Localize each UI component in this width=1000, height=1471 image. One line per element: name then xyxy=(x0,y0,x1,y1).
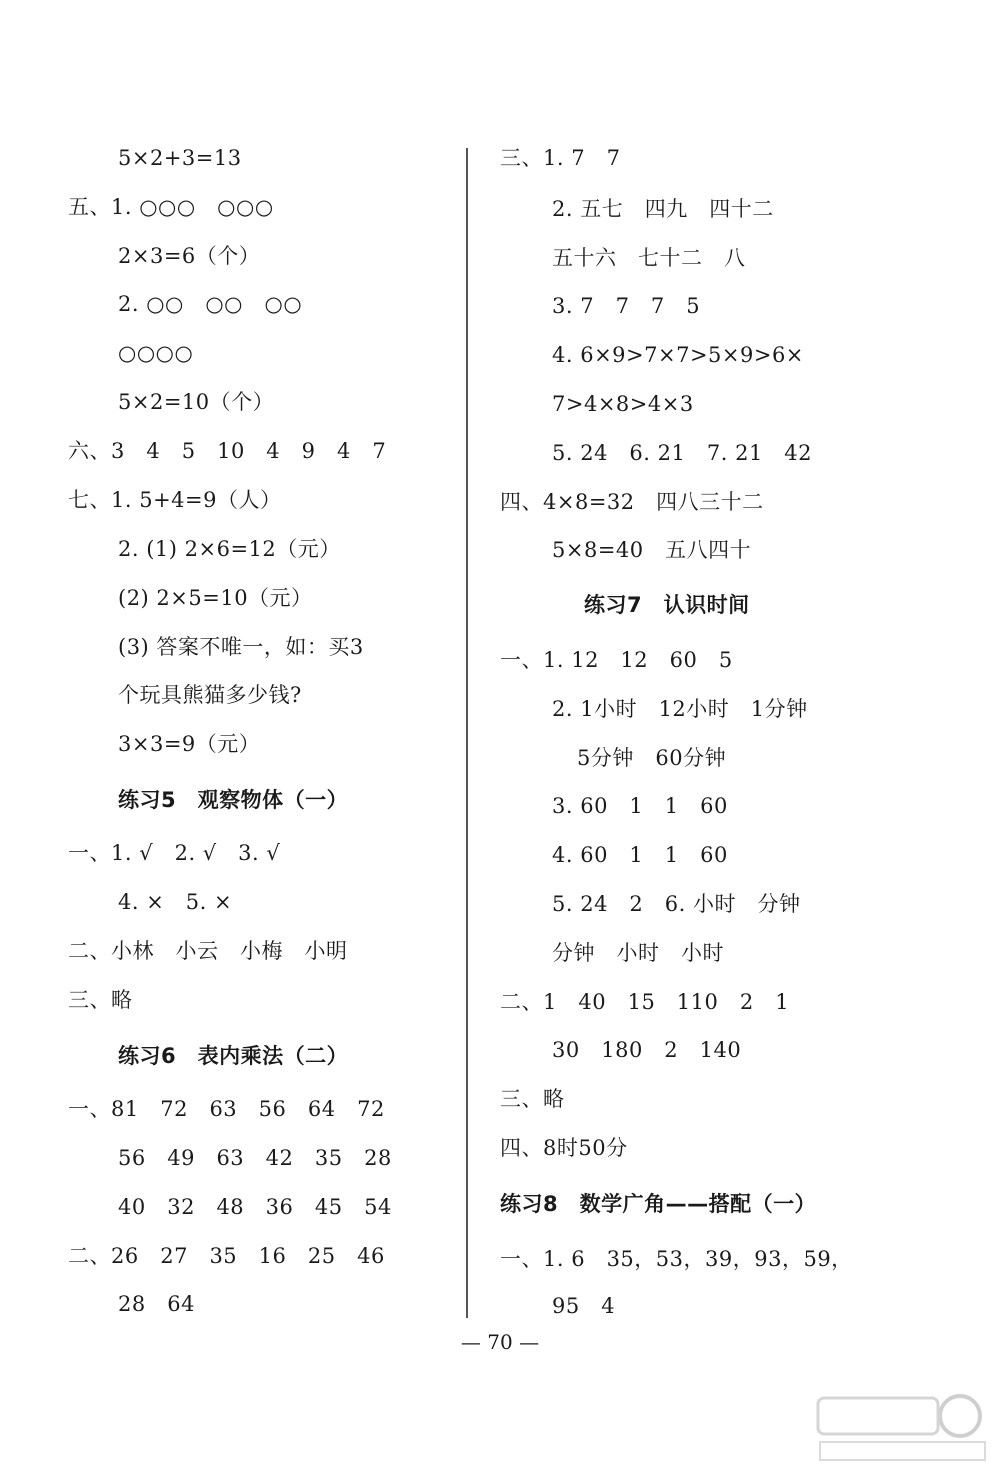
text-line: 5. 24 2 6. 小时 分钟 xyxy=(552,892,801,916)
text-line: 30 180 2 140 xyxy=(552,1038,742,1062)
section-heading: 练习6 表内乘法（二） xyxy=(118,1044,349,1068)
text-line: 5. 24 6. 21 7. 21 42 xyxy=(552,441,813,465)
text-line: 2. 五七 四九 四十二 xyxy=(552,197,774,221)
text-line: 五十六 七十二 八 xyxy=(552,246,746,270)
text-line: 一、1. √ 2. √ 3. √ xyxy=(68,841,281,865)
text-line: 4. 6×9>7×7>5×9>6× xyxy=(552,343,804,367)
text-line: 3×3=9（元） xyxy=(118,732,261,756)
text-line: 3. 7 7 7 5 xyxy=(552,294,701,318)
text-line: 分钟 小时 小时 xyxy=(552,941,724,965)
text-line: 三、1. 7 7 xyxy=(500,146,621,170)
text-line: 28 64 xyxy=(118,1292,195,1316)
text-line: 2. 1小时 12小时 1分钟 xyxy=(552,697,808,721)
text-line: 一、1. 6 35，53，39，93，59， xyxy=(500,1247,853,1271)
text-line: 一、81 72 63 56 64 72 xyxy=(68,1097,385,1121)
text-line: 二、26 27 35 16 25 46 xyxy=(68,1244,385,1268)
text-line: 二、1 40 15 110 2 1 xyxy=(500,990,790,1014)
text-line: 4. 60 1 1 60 xyxy=(552,843,728,867)
page-number: — 70 — xyxy=(460,1330,540,1354)
text-line: 二、小林 小云 小梅 小明 xyxy=(68,939,348,963)
text-line: 2. (1) 2×6=12（元） xyxy=(118,537,341,561)
section-heading: 练习8 数学广角——搭配（一） xyxy=(500,1192,817,1216)
text-line: 95 4 xyxy=(552,1294,616,1318)
text-line: 5分钟 60分钟 xyxy=(577,746,727,770)
text-line: 3. 60 1 1 60 xyxy=(552,794,728,818)
section-heading: 练习7 认识时间 xyxy=(584,593,750,617)
text-line: 5×8=40 五八四十 xyxy=(552,538,752,562)
text-line: 四、8时50分 xyxy=(500,1136,628,1160)
section-heading: 练习5 观察物体（一） xyxy=(118,788,349,812)
text-line: 六、3 4 5 10 4 9 4 7 xyxy=(68,439,387,463)
text-line: 5×2=10（个） xyxy=(118,390,275,414)
text-line: 5×2+3=13 xyxy=(118,146,242,170)
text-line: 四、4×8=32 四八三十二 xyxy=(500,490,764,514)
text-line: 七、1. 5+4=9（人） xyxy=(68,488,282,512)
text-line: ○○○○ xyxy=(118,341,194,365)
text-line: 2×3=6（个） xyxy=(118,244,261,268)
text-line: 4. × 5. × xyxy=(118,890,233,914)
text-line: 一、1. 12 12 60 5 xyxy=(500,648,733,672)
text-line: 三、略 xyxy=(500,1087,565,1111)
text-line: 三、略 xyxy=(68,988,133,1012)
watermark-logo xyxy=(810,1388,990,1468)
text-line: 7>4×8>4×3 xyxy=(552,392,694,416)
text-line: (3) 答案不唯一，如：买3 xyxy=(118,635,364,659)
text-line: 2. ○○ ○○ ○○ xyxy=(118,292,303,316)
text-line: 五、1. ○○○ ○○○ xyxy=(68,195,274,219)
column-divider xyxy=(466,148,468,1318)
text-line: 个玩具熊猫多少钱? xyxy=(118,683,302,707)
text-line: 56 49 63 42 35 28 xyxy=(118,1146,392,1170)
text-line: 40 32 48 36 45 54 xyxy=(118,1195,392,1219)
text-line: (2) 2×5=10（元） xyxy=(118,586,313,610)
